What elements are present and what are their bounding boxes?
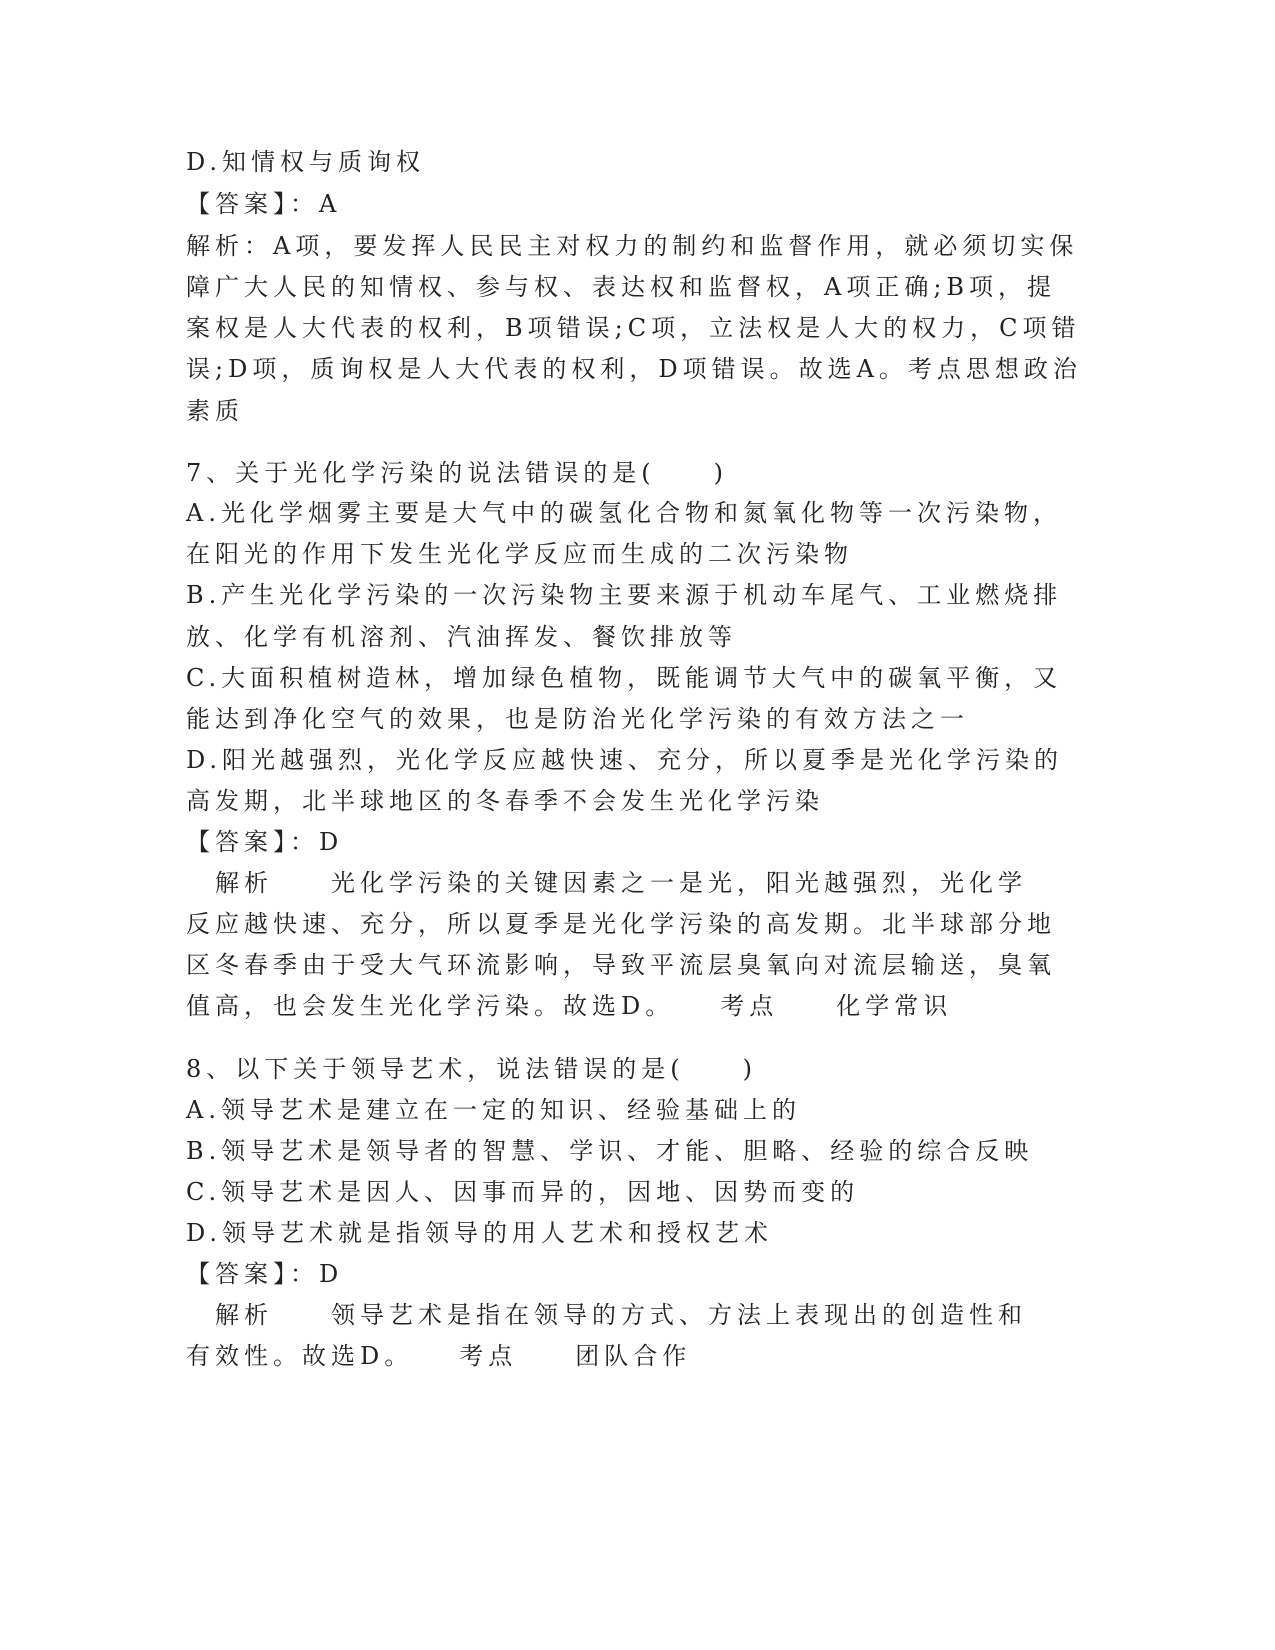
q7-explanation-line-1: 解析 光化学污染的关键因素之一是光，阳光越强烈，光化学 [186,869,1027,897]
q6-explanation-line-1: 解析：A项，要发挥人民民主对权力的制约和监督作用，就必须切实保 [186,232,1079,260]
q6-answer: 【答案】：A [186,190,342,218]
q8-option-a: A.领导艺术是建立在一定的知识、经验基础上的 [186,1096,801,1124]
q8-option-c: C.领导艺术是因人、因事而异的，因地、因势而变的 [186,1178,860,1206]
q7-question: 7、关于光化学污染的说法错误的是( ) [186,459,728,487]
q6-explanation-line-4: 误;D项，质询权是人大代表的权利，D项错误。故选A。考点思想政治 [186,355,1082,383]
q7-explanation-line-2: 反应越快速、充分，所以夏季是光化学污染的高发期。北半球部分地 [186,910,1056,938]
q7-option-b-line-2: 放、化学有机溶剂、汽油挥发、餐饮排放等 [186,623,737,651]
q7-option-c-line-2: 能达到净化空气的效果，也是防治光化学污染的有效方法之一 [186,705,969,733]
q7-option-d-line-1: D.阳光越强烈，光化学反应越快速、充分，所以夏季是光化学污染的 [186,746,1064,774]
q8-option-b: B.领导艺术是领导者的智慧、学识、才能、胆略、经验的综合反映 [186,1137,1034,1165]
q6-explanation-line-3: 案权是人大代表的权利，B项错误;C项，立法权是人大的权力，C项错 [186,314,1081,342]
q7-explanation-line-4: 值高，也会发生光化学污染。故选D。 考点 化学常识 [186,992,953,1020]
q8-answer: 【答案】：D [186,1260,344,1288]
q8-explanation-line-1: 解析 领导艺术是指在领导的方式、方法上表现出的创造性和 [186,1301,1027,1329]
q7-option-c-line-1: C.大面积植树造林，增加绿色植物，既能调节大气中的碳氧平衡，又 [186,664,1063,692]
q7-option-a-line-1: A.光化学烟雾主要是大气中的碳氢化合物和氮氧化物等一次污染物， [186,499,1062,527]
q7-answer: 【答案】：D [186,828,344,856]
q7-explanation-line-3: 区冬春季由于受大气环流影响，导致平流层臭氧向对流层输送，臭氧 [186,951,1056,979]
q8-option-d: D.领导艺术就是指领导的用人艺术和授权艺术 [186,1219,774,1247]
q7-option-d-line-2: 高发期，北半球地区的冬春季不会发生光化学污染 [186,787,824,815]
q6-explanation-line-5: 素质 [186,397,244,425]
q7-option-a-line-2: 在阳光的作用下发生光化学反应而生成的二次污染物 [186,540,853,568]
q8-question: 8、以下关于领导艺术，说法错误的是( ) [186,1055,757,1083]
q8-explanation-line-2: 有效性。故选D。 考点 团队合作 [186,1342,692,1370]
q6-explanation-line-2: 障广大人民的知情权、参与权、表达权和监督权，A项正确;B项，提 [186,273,1057,301]
q6-option-d: D.知情权与质询权 [186,148,426,176]
q7-option-b-line-1: B.产生光化学污染的一次污染物主要来源于机动车尾气、工业燃烧排 [186,581,1063,609]
